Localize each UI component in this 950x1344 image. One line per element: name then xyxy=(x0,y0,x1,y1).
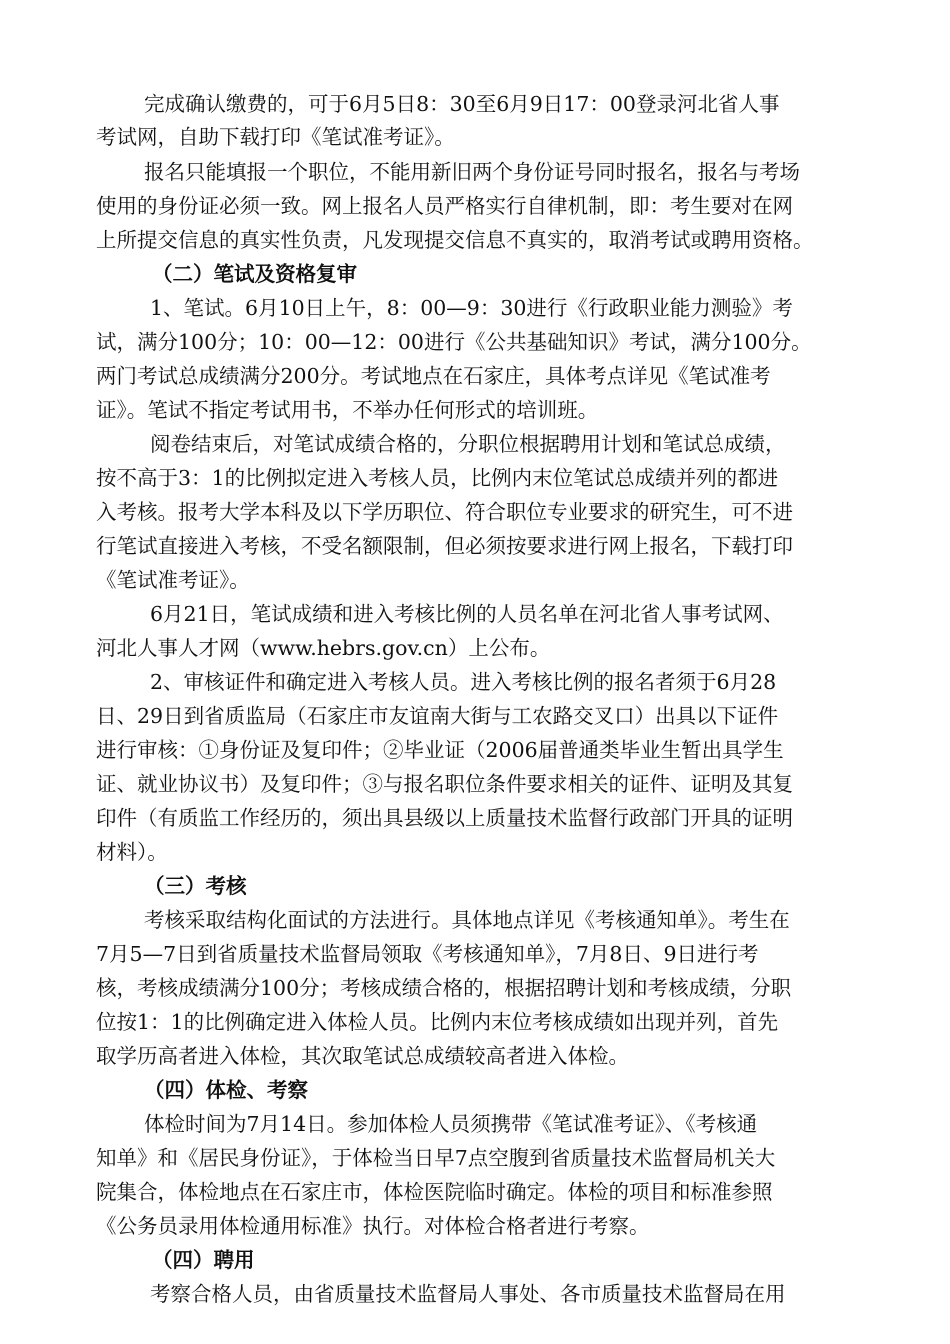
text-line: 行笔试直接进入考核，不受名额限制，但必须按要求进行网上报名，下载打印 xyxy=(96,534,793,558)
text-line: 7月5—7日到省质量技术监督局领取《考核通知单》，7月8日、9日进行考 xyxy=(96,942,759,966)
text-line: 材料）。 xyxy=(96,840,168,864)
text-line: 入考核。报考大学本科及以下学历职位、符合职位专业要求的研究生，可不进 xyxy=(96,500,793,524)
text-line: 两门考试总成绩满分200分。考试地点在石家庄，具体考点详见《笔试准考 xyxy=(96,364,771,388)
text-line: 使用的身份证必须一致。网上报名人员严格实行自律机制，即：考生要对在网 xyxy=(96,194,793,218)
text-line: 《笔试准考证》。 xyxy=(96,568,250,592)
text-line: 证、就业协议书）及复印件；③与报名职位条件要求相关的证件、证明及其复 xyxy=(96,772,793,796)
text-line: 按不高于3：1的比例拟定进入考核人员，比例内末位笔试总成绩并列的都进 xyxy=(96,466,779,490)
text-line: 2、审核证件和确定进入考核人员。进入考核比例的报名者须于6月28 xyxy=(150,670,777,694)
text-line: 阅卷结束后，对笔试成绩合格的，分职位根据聘用计划和笔试总成绩， xyxy=(150,432,786,456)
text-line: 考察合格人员，由省质量技术监督局人事处、各市质量技术监督局在用 xyxy=(150,1282,786,1306)
text-line: 取学历高者进入体检，其次取笔试总成绩较高者进入体检。 xyxy=(96,1044,629,1068)
text-line: 证》。笔试不指定考试用书，不举办任何形式的培训班。 xyxy=(96,398,599,422)
text-line: 核，考核成绩满分100分；考核成绩合格的，根据招聘计划和考核成绩，分职 xyxy=(96,976,792,1000)
text-line: 《公务员录用体检通用标准》执行。对体检合格者进行考察。 xyxy=(96,1214,650,1238)
text-line: 印件（有质监工作经历的，须出具县级以上质量技术监督行政部门开具的证明 xyxy=(96,806,793,830)
text-line: 日、29日到省质监局（石家庄市友谊南大街与工农路交叉口）出具以下证件 xyxy=(96,704,779,728)
text-line: 知单》和《居民身份证》，于体检当日早7点空腹到省质量技术监督局机关大 xyxy=(96,1146,776,1170)
text-line: 完成确认缴费的，可于6月5日8：30至6月9日17：00登录河北省人事 xyxy=(144,92,780,116)
section-heading: （三）考核 xyxy=(144,874,247,898)
text-line: 上所提交信息的真实性负责，凡发现提交信息不真实的，取消考试或聘用资格。 xyxy=(96,228,814,252)
text-line: 进行审核：①身份证及复印件；②毕业证（2006届普通类毕业生暂出具学生 xyxy=(96,738,784,762)
text-line: 6月21日，笔试成绩和进入考核比例的人员名单在河北省人事考试网、 xyxy=(150,602,784,626)
text-line: 报名只能填报一个职位，不能用新旧两个身份证号同时报名，报名与考场 xyxy=(144,160,800,184)
text-line: 考核采取结构化面试的方法进行。具体地点详见《考核通知单》。考生在 xyxy=(144,908,790,932)
text-line: 位按1：1的比例确定进入体检人员。比例内末位考核成绩如出现并列，首先 xyxy=(96,1010,779,1034)
text-line: 院集合，体检地点在石家庄市，体检医院临时确定。体检的项目和标准参照 xyxy=(96,1180,773,1204)
text-line: 考试网，自助下载打印《笔试准考证》。 xyxy=(96,125,455,149)
text-line: 1、笔试。6月10日上午，8：00—9：30进行《行政职业能力测验》考 xyxy=(150,296,793,320)
section-heading: （四）聘用 xyxy=(152,1248,255,1272)
text-line: 体检时间为7月14日。参加体检人员须携带《笔试准考证》、《考核通 xyxy=(144,1112,758,1136)
section-heading: （二）笔试及资格复审 xyxy=(152,262,357,286)
text-line: 试，满分100分；10：00—12：00进行《公共基础知识》考试，满分100分。 xyxy=(96,330,812,354)
section-heading: （四）体检、考察 xyxy=(144,1078,308,1102)
text-line: 河北人事人才网（www.hebrs.gov.cn）上公布。 xyxy=(96,636,551,660)
